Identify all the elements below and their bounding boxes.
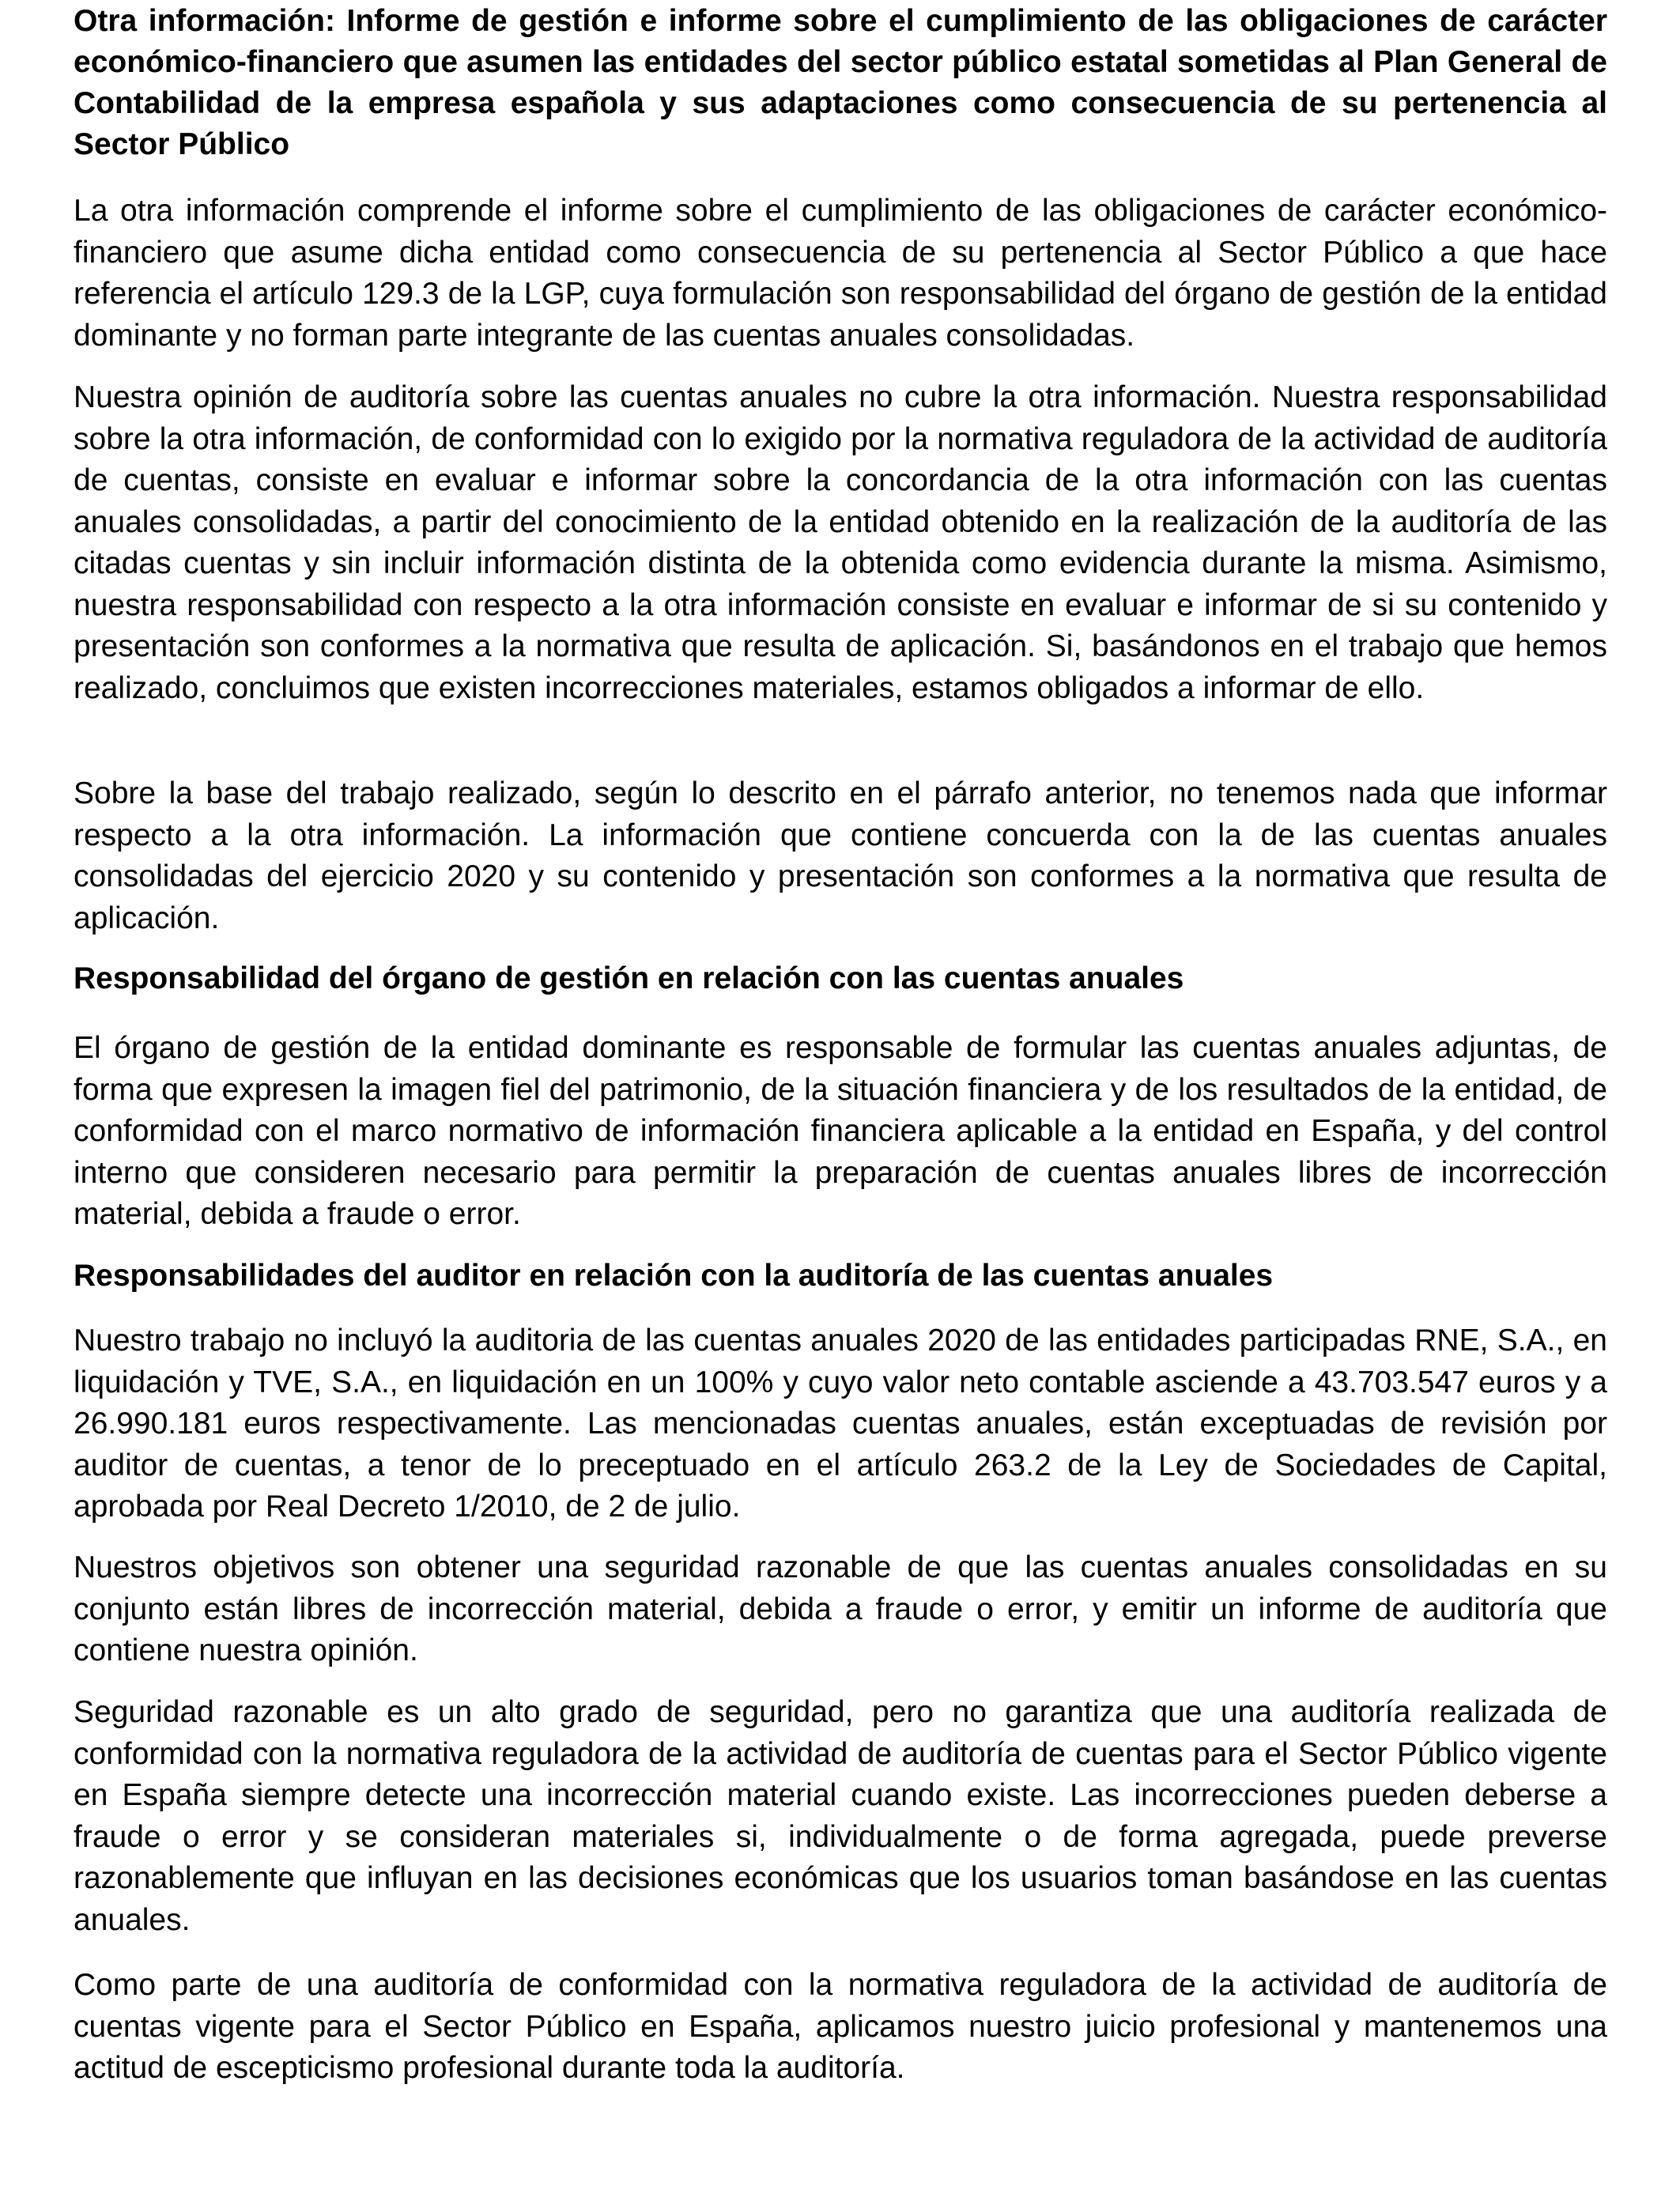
paragraph-auditor-objectives: Nuestros objetivos son obtener una seguridad razonable de que las cuentas anuales consolidadas en su conjunto están libres de incorrección material, debida a fraude o error, y emitir un informe de auditoría que contiene nuestra opinión.: [74, 1550, 1607, 1667]
section-heading-management-responsibility: Responsabilidad del órgano de gestión en relación con las cuentas anuales: [74, 961, 1184, 995]
paragraph-professional-judgement: Como parte de una auditoría de conformidad con la normativa reguladora de la actividad de auditoría de cuentas vigente para el Sector Público en España, aplicamos nuestro juicio profesional y mantenemos una actitud de escepticismo profesional durante toda la auditoría.: [74, 1968, 1607, 2085]
paragraph-reasonable-assurance: Seguridad razonable es un alto grado de seguridad, pero no garantiza que una auditoría realizada de conformidad con la normativa reguladora de la actividad de auditoría de cuentas para el Sector Público vigente en España siempre detecte una incorrección material cuando existe. Las incorrecciones pueden deberse a fraude o error y se consideran materiales si, individualmente o de forma agregada, puede preverse razonablemente que influyan en las decisiones económicas que los usuarios toman basándose en las cuentas anuales.: [74, 1695, 1607, 1937]
paragraph-other-info-responsibility: Nuestra opinión de auditoría sobre las cuentas anuales no cubre la otra información. Nuestra responsabilidad sobre la otra información, de conformidad con lo exigido por la normativa reguladora de la actividad de auditoría de cuentas, consiste en evaluar e informar sobre la concordancia de la otra información con las cuentas anuales consolidadas, a partir del conocimiento de la entidad obtenido en la realización de la auditoría de las citadas cuentas y sin incluir información distinta de la obtenida como evidencia durante la misma. Asimismo, nuestra responsabilidad con respecto a la otra información consiste en evaluar e informar de si su contenido y presentación son conformes a la normativa que resulta de aplicación. Si, basándonos en el trabajo que hemos realizado, concluimos que existen incorrecciones materiales, estamos obligados a informar de ello.: [74, 380, 1607, 705]
paragraph-management-responsibility: El órgano de gestión de la entidad dominante es responsable de formular las cuentas anuales adjuntas, de forma que expresen la imagen fiel del patrimonio, de la situación financiera y de los resultados de la entidad, de conformidad con el marco normativo de información financiera aplicable a la entidad en España, y del control interno que consideren necesario para permitir la preparación de cuentas anuales libres de incorrección material, debida a fraude o error.: [74, 1031, 1607, 1231]
section-heading-auditor-responsibility: Responsabilidades del auditor en relación con la auditoría de las cuentas anuales: [74, 1259, 1274, 1293]
section-heading-other-information: Otra información: Informe de gestión e informe sobre el cumplimiento de las obligaciones de carácter económico-financiero que asumen las entidades del sector público estatal sometidas al Plan General de Contabilidad de la empresa española y sus adaptaciones como consecuencia de su pertenencia al Sector Público: [74, 4, 1607, 161]
paragraph-auditor-scope-limitation: Nuestro trabajo no incluyó la auditoria de las cuentas anuales 2020 de las entidades participadas RNE, S.A., en liquidación y TVE, S.A., en liquidación en un 100% y cuyo valor neto contable asciende a 43.703.547 euros y a 26.990.181 euros respectivamente. Las mencionadas cuentas anuales, están exceptuadas de revisión por auditor de cuentas, a tenor de lo preceptuado en el artículo 263.2 de la Ley de Sociedades de Capital, aprobada por Real Decreto 1/2010, de 2 de julio.: [74, 1324, 1607, 1524]
paragraph-other-info-scope: La otra información comprende el informe sobre el cumplimiento de las obligaciones de carácter económico-financiero que asume dicha entidad como consecuencia de su pertenencia al Sector Público a que hace referencia el artículo 129.3 de la LGP, cuya formulación son responsabilidad del órgano de gestión de la entidad dominante y no forman parte integrante de las cuentas anuales consolidadas.: [74, 194, 1607, 353]
paragraph-other-info-conclusion: Sobre la base del trabajo realizado, según lo descrito en el párrafo anterior, no tenemos nada que informar respecto a la otra información. La información que contiene concuerda con la de las cuentas anuales consolidadas del ejercicio 2020 y su contenido y presentación son conformes a la normativa que resulta de aplicación.: [74, 776, 1607, 935]
